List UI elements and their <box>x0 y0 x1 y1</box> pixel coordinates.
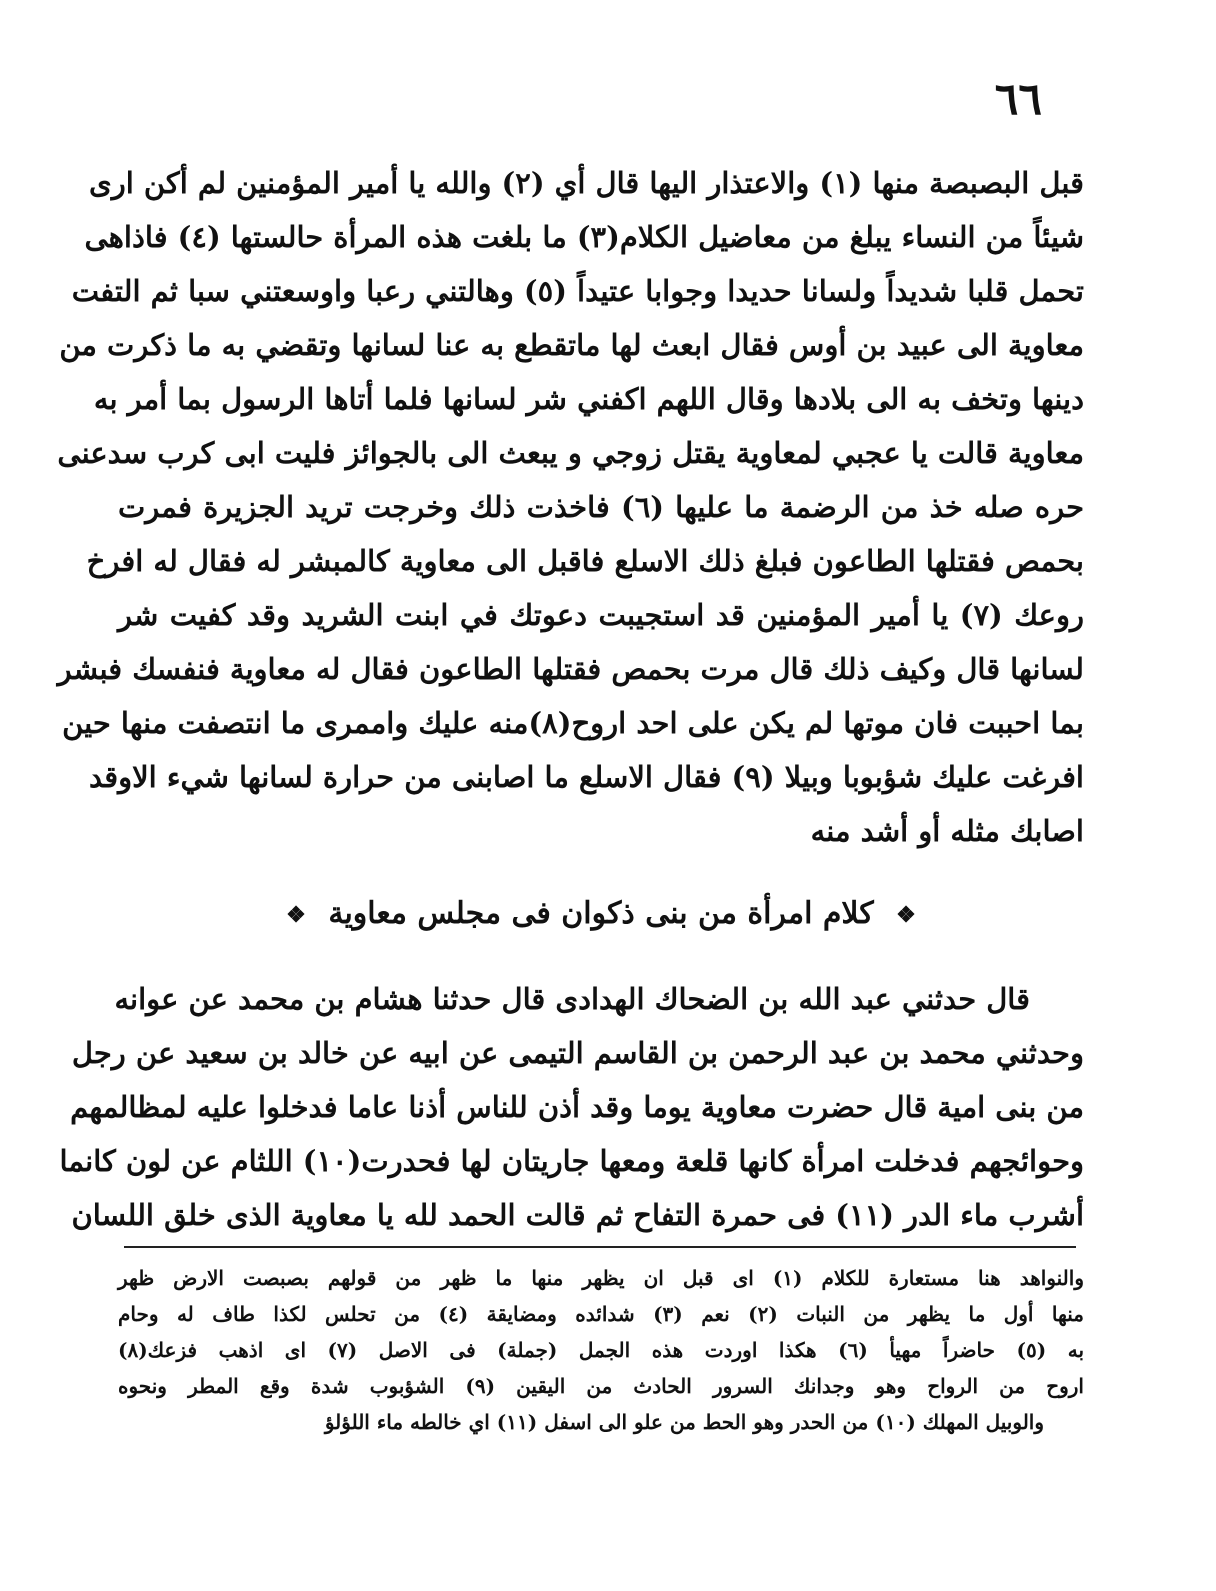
text-line: وحوائجهم فدخلت امرأة كانها قلعة ومعها جاريتان لها فحدرت(١٠) اللثام عن لون كانما <box>59 1144 1084 1178</box>
text-line: اصابك مثله أو أشد منه <box>810 814 1084 848</box>
ornament-icon: ❖ <box>896 902 916 928</box>
text-line: دينها وتخف به الى بلادها وقال اللهم اكفني شر لسانها فلما أتاها الرسول بما أمر به <box>93 382 1084 416</box>
footnote-line: والنواهد هنا مستعارة للكلام (١) اى قبل ان يظهر منها ما ظهر من قولهم بصبصت الارض ظهر <box>118 1266 1084 1290</box>
text-line: وحدثني محمد بن عبد الرحمن بن القاسم التيمى عن ابيه عن خالد بن سعيد عن رجل <box>71 1036 1084 1070</box>
document-page <box>57 70 1085 1550</box>
text-line: روعك (٧) يا أمير المؤمنين قد استجيبت دعوتك في ابنت الشريد وقد كفيت شر <box>118 598 1084 632</box>
footnote-line: والوبيل المهلك (١٠) من الحدر وهو الحط من علو الى اسفل (١١) اي خالطه ماء اللؤلؤ <box>324 1410 1044 1434</box>
text-line: أشرب ماء الدر (١١) فى حمرة التفاح ثم قالت الحمد لله يا معاوية الذى خلق اللسان <box>71 1198 1084 1232</box>
text-line: تحمل قلبا شديداً ولسانا حديدا وجوابا عتيداً (٥) وهالتني رعبا واوسعتني سبا ثم التفت <box>71 274 1084 308</box>
footnote-divider <box>124 1246 1076 1248</box>
section-heading-text: كلام امرأة من بنى ذكوان فى مجلس معاوية <box>328 896 874 931</box>
section-heading <box>118 884 1084 945</box>
text-line: معاوية الى عبيد بن أوس فقال ابعث لها ماتقطع به عنا لسانها وتقضي به ما ذكرت من <box>59 328 1084 362</box>
text-line: افرغت عليك شؤبوبا وبيلا (٩) فقال الاسلع ما اصابنى من حرارة لسانها شيء الاوقد <box>89 760 1084 794</box>
text-line: قبل البصبصة منها (١) والاعتذار اليها قال أي (٢) والله يا أمير المؤمنين لم أكن ارى <box>89 166 1084 200</box>
text-line: من بنى امية قال حضرت معاوية يوما وقد أذن للناس أذنا عاما فدخلوا عليه لمظالمهم <box>70 1090 1084 1124</box>
section-text-block <box>59 972 1084 1242</box>
page-number: ٦٦ <box>994 74 1042 125</box>
footnote-line: به (٥) حاضراً مهيأ (٦) هكذا اوردت هذه الجمل (جملة) فى الاصل (٧) اى اذهب فزعك(٨) <box>118 1338 1085 1362</box>
footnote-line: اروح من الرواح وهو وجدانك السرور الحادث من اليقين (٩) الشؤبوب شدة وقع المطر ونحوه <box>118 1374 1084 1398</box>
main-text-block <box>57 156 1084 858</box>
ornament-icon: ❖ <box>286 902 306 928</box>
text-line: بما احببت فان موتها لم يكن على احد اروح(٨)منه عليك واممرى ما انتصفت منها حين <box>62 706 1084 740</box>
text-line: حره صله خذ من الرضمة ما عليها (٦) فاخذت ذلك وخرجت تريد الجزيرة فمرت <box>118 490 1084 524</box>
text-line: معاوية قالت يا عجبي لمعاوية يقتل زوجي و يبعث الى بالجوائز فليت ابى كرب سدعنى <box>57 436 1084 470</box>
text-line: قال حدثني عبد الله بن الضحاك الهدادى قال حدثنا هشام بن محمد عن عوانه <box>114 982 1030 1016</box>
text-line: بحمص فقتلها الطاعون فبلغ ذلك الاسلع فاقبل الى معاوية كالمبشر له فقال له افرخ <box>86 544 1084 578</box>
footnotes-block <box>118 1260 1084 1440</box>
footnote-line: منها أول ما يظهر من النبات (٢) نعم (٣) شدائده ومضايقة (٤) من تحلس لكذا طاف له وحام <box>118 1302 1084 1326</box>
text-line: شيئاً من النساء يبلغ من معاضيل الكلام(٣) ما بلغت هذه المرأة حالستها (٤) فاذاهى <box>84 220 1084 254</box>
text-line: لسانها قال وكيف ذلك قال مرت بحمص فقتلها الطاعون فقال له معاوية فنفسك فبشر <box>57 652 1084 686</box>
